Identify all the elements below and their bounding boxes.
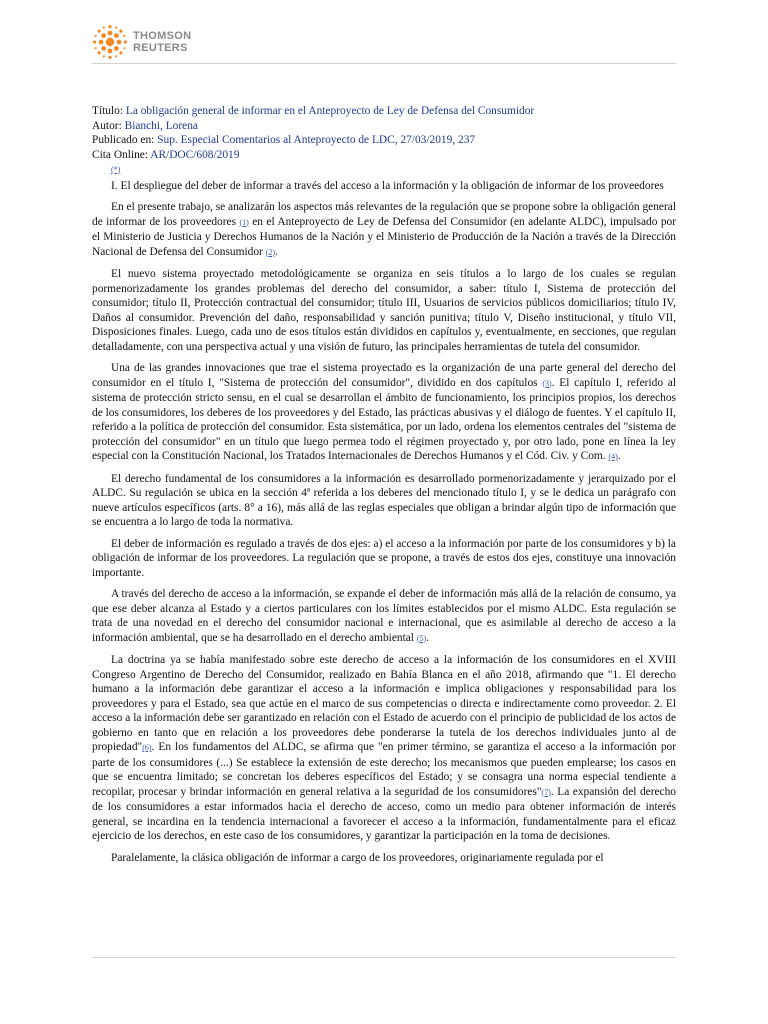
citation-link[interactable]: AR/DOC/608/2019: [150, 148, 240, 161]
footnote-ref-star[interactable]: (*): [111, 165, 121, 174]
brand-line-2: REUTERS: [133, 42, 188, 54]
paragraph-4: [92, 361, 676, 465]
paragraph-text: . El capítulo I, referido al sistema de protección stricto sensu, en el cual se desarrollan el ámbito de funcionamiento, los principios propios, los derechos de los consumidores, los deberes de los proveedores y del Estado, las prácticas abusivas y el diálogo de fuentes. Y el capítulo II, referido a la política de protección del consumidor. Esta sistemática, por un lado, ordena los elementos centrales del "sistema de protección del consumidor" en un título que luego permea todo el régimen proyectado y, por otro lado, pone en línea la ley especial con la Constitución Nacional, los Tratados Internacionales de Derechos Humanos y el Cód. Civ. y Com.: [92, 376, 677, 462]
meta-author: [92, 119, 676, 134]
paragraph-text: .: [426, 631, 430, 644]
footnote-ref-5[interactable]: (5): [416, 633, 427, 643]
paragraph-6: El deber de información es regulado a través de dos ejes: a) el acceso a la información por parte de los consumidores y b) la obligación de informar de los proveedores. La regulación que se propone, a través de estos dos ejes, constituye una innovación importante.: [92, 537, 676, 579]
header-divider: [92, 63, 676, 64]
footnote-ref-6[interactable]: (6): [142, 743, 152, 752]
paragraph-text: .: [275, 245, 278, 258]
footnote-star-line: [111, 162, 676, 178]
published-link[interactable]: Sup. Especial Comentarios al Anteproyecto de LDC, 27/03/2019, 237: [157, 134, 476, 146]
paragraph-9: Paralelamente, la clásica obligación de informar a cargo de los proveedores, originariamente regulada por el: [111, 851, 604, 864]
paragraph-text: en el Anteproyecto de Ley de Defensa del Consumidor (en adelante ALDC), impulsado por el Ministerio de Justicia y Derechos Humanos de la Nación y el Ministerio de Producción de la Nación a través de la Dirección Nacional de Defensa del Consumidor: [92, 215, 677, 258]
paragraph-text: . En los fundamentos del ALDC, se afirma que "en primer término, se garantiza el acceso a la información por parte de los consumidores (...) Se establece la extensión de este derecho; los mecanismos que pueden emplearse; los casos en que se encuentra limitado; se concretan los deberes específicos del Estado; y se consagra una norma especial tendiente a recopilar, procesar y brindar información en general relativa a la seguridad de los consumidores": [92, 741, 676, 798]
paragraph-text: La doctrina ya se había manifestado sobre este derecho de acceso a la información de los consumidores en el XVIII Congreso Argentino de Derecho del Consumidor, realizado en Bahía Blanca en el año 2018, afirmando que "1. El derecho humano a la información debe garantizar el acceso a la información e implica obligaciones y responsabilidad para los proveedores y para el Estado, sea que actúe en el marco de sus competencias o directa e indirectamente como proveedor. 2. El acceso a la información debe ser garantizado en relación con el Estado de acuerdo con el principio de publicidad de los actos de gobierno en tanto que en relación a los proveedores debe ponderarse la tutela de los derechos individuales junto al de propiedad": [92, 654, 676, 753]
thomson-reuters-logo: [92, 24, 191, 60]
meta-citation: [92, 148, 676, 163]
footnote-ref-3[interactable]: (3): [542, 378, 552, 388]
footnote-ref-1[interactable]: (1): [239, 217, 249, 227]
meta-title: [92, 104, 676, 119]
paragraph-7: [92, 587, 676, 646]
footnote-ref-4[interactable]: (4): [608, 452, 618, 461]
title-label: Título:: [92, 105, 126, 117]
author-link[interactable]: Bianchi, Lorena: [124, 119, 198, 132]
published-label: Publicado en:: [92, 134, 158, 146]
paragraph-8: [92, 653, 676, 844]
footnote-ref-2[interactable]: (2): [265, 247, 275, 257]
footer-divider: [92, 957, 676, 958]
thomson-reuters-logo-icon: [92, 24, 128, 60]
meta-published: [92, 133, 676, 148]
paragraph-text: En el presente trabajo, se analizarán los aspectos más relevantes de la regulación que se propone sobre la obligación general de informar de los proveedores: [92, 201, 676, 228]
paragraph-text: A través del derecho de acceso a la información, se expande el deber de información más allá de la relación de consumo, ya que ese deber alcanza al Estado y a ciertos particulares con los límites establecidos por el mismo ALDC. Esta regulación se trata de una novedad en el derecho del consumidor nacional e internacional, que es asimilable al derecho de acceso a la información ambiental, que se ha desarrollado en el derecho ambiental: [92, 588, 676, 644]
paragraph-2: [92, 200, 676, 260]
title-link[interactable]: La obligación general de informar en el Anteproyecto de Ley de Defensa del Consumidor: [125, 105, 535, 117]
paragraph-5: El derecho fundamental de los consumidores a la información es desarrollado pormenorizadamente y jerarquizado por el ALDC. Su regulación se ubica en la sección 4ª referida a los deberes del mencionado título I, y se le dedica un parágrafo con nueve artículos específicos (arts. 8° a 16), más allá de las reglas especiales que obligan a brindar algún tipo de información que se encuentra a lo largo de toda la normativa.: [92, 472, 676, 528]
author-label: Autor:: [92, 119, 125, 132]
paragraph-heading-1: I. El despliegue del deber de informar a través del acceso a la información y la obligación de informar de los proveedores: [111, 179, 664, 192]
paragraph-text: . La expansión del derecho de los consumidores a estar informados hacia el derecho de acceso, como un medio para obtener información de interés general, se incardina en la tendencia internacional a favorecer el acceso a la información, fundamentalmente para el eficaz ejercicio de los derechos, en este caso de los consumidores, y garantizar la participación en la toma de decisiones.: [92, 785, 676, 842]
brand-line-1: THOMSON: [133, 30, 192, 42]
citation-label: Cita Online:: [92, 148, 151, 161]
brand-wordmark: [133, 30, 191, 54]
paragraph-3: El nuevo sistema proyectado metodológicamente se organiza en seis títulos a lo largo de los cuales se regulan pormenorizadamente los grandes problemas del derecho del consumidor, a saber: título I, Sistema de protección del consumidor; título II, Protección contractual del consumidor; título III, Usuarios de servicios públicos domiciliarios; título IV, Daños al consumidor. Prevención del daño, responsabilidad y sanción punitiva; título V, Diseño institucional, y título VII, Disposiciones finales. Luego, cada uno de esos títulos están divididos en capítulos y, eventualmente, en secciones, que regulan detalladamente, con una perspectiva actual y una visión de futuro, las principales herramientas de tutela del consumidor.: [92, 268, 676, 353]
paragraph-text: .: [617, 450, 621, 462]
paragraph-text: Una de las grandes innovaciones que trae el sistema proyectado es la organización de una parte general del derecho del consumidor en el título I, "Sistema de protección del consumidor", dividido en dos capítulos: [92, 362, 676, 389]
footnote-ref-7[interactable]: (7): [541, 787, 551, 797]
document-body: [92, 104, 676, 872]
